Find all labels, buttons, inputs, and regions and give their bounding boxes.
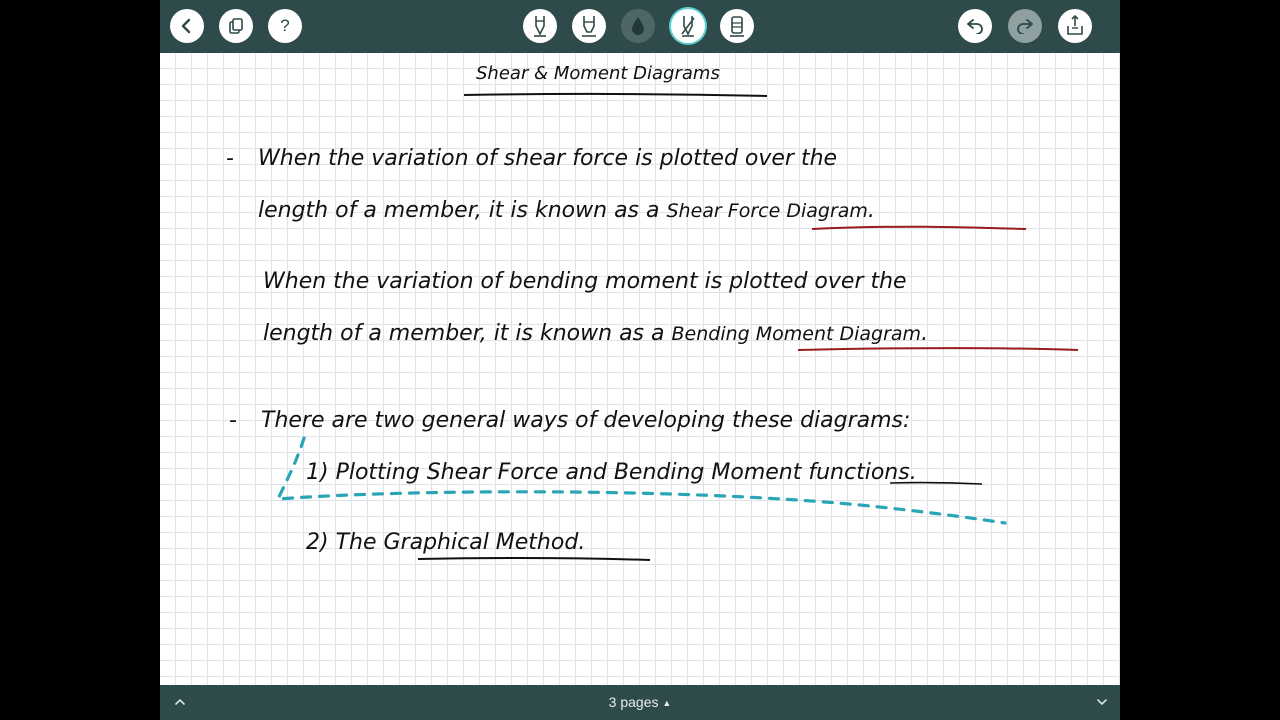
b2-item-2: 2) The Graphical Method. xyxy=(306,530,586,555)
redo-icon xyxy=(1015,18,1035,34)
b1-line-1: When the variation of shear force is plotted over the xyxy=(258,146,838,171)
lasso-tool-icon xyxy=(727,14,747,38)
help-button[interactable] xyxy=(268,9,302,43)
undo-icon xyxy=(965,18,985,34)
b2-line-1: There are two general ways of developing these diagrams: xyxy=(261,408,911,433)
bullet-dash-1: - xyxy=(226,146,234,171)
page-navigator-bar xyxy=(160,685,1120,720)
help-icon: ? xyxy=(280,16,290,35)
b1-line-2: length of a member, it is known as a Shear Force Diagram. xyxy=(258,198,875,223)
undo-button[interactable] xyxy=(958,9,992,43)
share-button[interactable] xyxy=(1058,9,1092,43)
top-toolbar xyxy=(160,0,1120,53)
note-canvas[interactable] xyxy=(160,53,1120,685)
graphical-method-underline xyxy=(418,558,650,560)
page-count-button[interactable] xyxy=(160,694,1120,710)
highlighter-tool-icon xyxy=(579,14,599,38)
shear-force-underline xyxy=(812,227,1026,229)
lasso-tool-button[interactable] xyxy=(720,9,754,43)
highlighter-tool-button[interactable] xyxy=(572,9,606,43)
title-underline xyxy=(464,94,767,96)
redo-button[interactable] xyxy=(1008,9,1042,43)
back-icon xyxy=(179,18,195,34)
eraser-tool-icon xyxy=(678,14,698,38)
eraser-tool-button[interactable] xyxy=(671,9,705,43)
pen-tool-button[interactable] xyxy=(523,9,557,43)
bullet-dash-2: - xyxy=(229,408,237,433)
page-count-label: 3 pages xyxy=(608,694,659,710)
b1-line-4: length of a member, it is known as a Bending Moment Diagram. xyxy=(263,321,929,346)
back-button[interactable] xyxy=(170,9,204,43)
b2-item-1: 1) Plotting Shear Force and Bending Moment functions. xyxy=(306,460,917,485)
bending-moment-underline xyxy=(798,348,1078,350)
note-title: Shear & Moment Diagrams xyxy=(476,63,720,84)
note-app xyxy=(160,0,1120,720)
chevron-down-icon[interactable] xyxy=(1095,695,1109,709)
pen-tool-icon xyxy=(530,14,550,38)
caret-up-icon: ▲ xyxy=(662,698,672,708)
ink-color-button[interactable] xyxy=(621,9,655,43)
handwriting-layer xyxy=(160,53,1120,685)
copy-pages-button[interactable] xyxy=(219,9,253,43)
ink-color-icon xyxy=(629,15,647,37)
b1-line-3: When the variation of bending moment is plotted over the xyxy=(263,269,907,294)
copy-pages-icon xyxy=(227,17,245,35)
share-icon xyxy=(1064,14,1086,38)
